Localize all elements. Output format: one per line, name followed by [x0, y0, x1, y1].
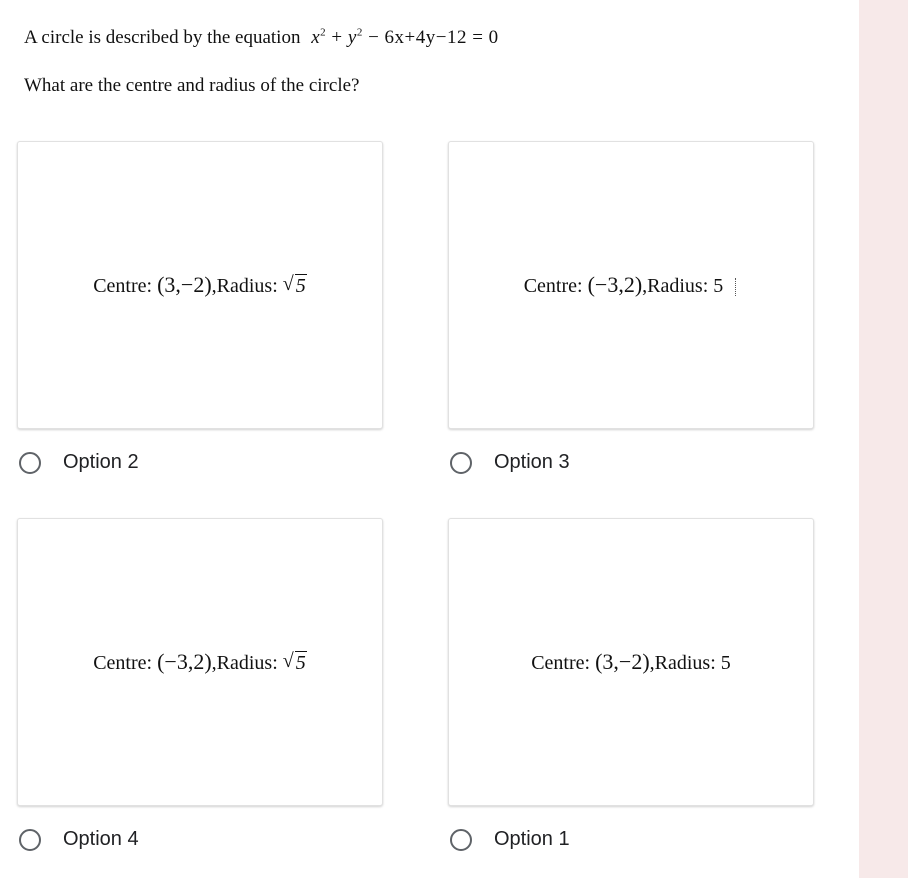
choice-card-option-2[interactable]	[17, 141, 383, 429]
option-row-option-1[interactable]	[450, 828, 570, 851]
option-label: Option 1	[494, 828, 570, 850]
option-row-option-4[interactable]	[19, 828, 139, 851]
choice-card-option-1[interactable]	[448, 518, 814, 806]
choice-card-option-4[interactable]	[17, 518, 383, 806]
option-label: Option 3	[494, 451, 570, 473]
question-intro: A circle is described by the equation	[24, 27, 301, 48]
option-label: Option 2	[63, 451, 139, 473]
choice-text: Centre: (3,−2),Radius: √ 5	[93, 272, 307, 298]
question	[24, 24, 844, 100]
cursor-mark	[735, 278, 738, 296]
option-label: Option 4	[63, 828, 139, 850]
radio-button[interactable]	[19, 829, 41, 851]
choice-card-option-3[interactable]	[448, 141, 814, 429]
radio-button[interactable]	[450, 829, 472, 851]
question-prompt: What are the centre and radius of the circle?	[24, 75, 360, 96]
option-row-option-3[interactable]	[450, 451, 570, 474]
choice-text: Centre: (−3,2),Radius: 5	[524, 272, 739, 298]
option-row-option-2[interactable]	[19, 451, 139, 474]
radio-button[interactable]	[450, 452, 472, 474]
side-panel	[859, 0, 908, 878]
sqrt-symbol: √ 5	[283, 275, 307, 298]
choice-text: Centre: (3,−2),Radius: 5	[531, 649, 731, 674]
choice-text: Centre: (−3,2),Radius: √ 5	[93, 649, 307, 675]
question-intro-line	[24, 24, 844, 52]
radio-button[interactable]	[19, 452, 41, 474]
sqrt-symbol: √ 5	[283, 652, 307, 675]
question-equation: $x^2 + y^2 - 6x+4y-12 = 0$	[311, 26, 499, 48]
